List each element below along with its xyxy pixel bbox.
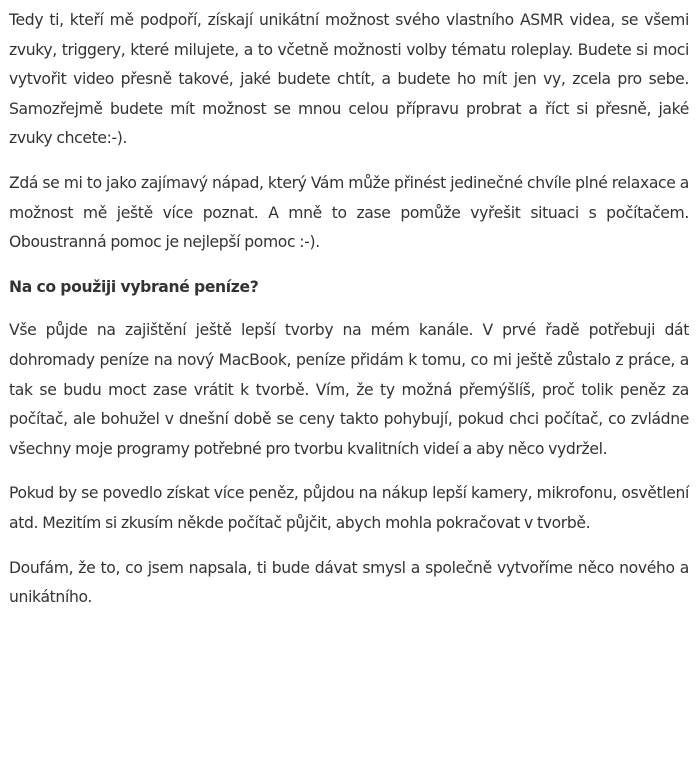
section-heading: Na co použiji vybrané peníze? (9, 277, 259, 296)
paragraph-rewards: Tedy ti, kteří mě podpoří, získají unikátní možnost svého vlastního ASMR videa, se všemi zvuky, triggery, které milujete, a to včetně možnosti volby tématu roleplay. Budete si moci vytvořit video přesně takové, jaké budete chtít, a budete ho mít jen vy, zcela pro sebe. Samozřejmě budete mít možnost se mnou celou přípravu probrat a říct si přesně, jaké zvuky chcete:-). (9, 11, 689, 148)
paragraph-funds-use: Vše půjde na zajištění ještě lepší tvorby na mém kanále. V prvé řadě potřebuji dát dohromady peníze na nový MacBook, peníze přidám k tomu, co mi ještě zůstalo z práce, a tak se budu moct zase vrátit k tvorbě. Vím, že ty možná přemýšlíš, proč tolik peněz za počítač, ale bohužel v dnešní době se ceny takto pohybují, pokud chci počítač, co zvládne všechny moje programy potřebné pro tvorbu kvalitních videí a aby něco vydržel. (9, 321, 689, 458)
paragraph-closing: Doufám, že to, co jsem napsala, ti bude dávat smysl a společně vytvoříme něco nového a unikátního. (9, 558, 689, 607)
paragraph-benefits: Zdá se mi to jako zajímavý nápad, který Vám může přinést jedinečné chvíle plné relaxace a možnost mě ještě více poznat. A mně to zase pomůže vyřešit situaci s počítačem. Oboustranná pomoc je nejlepší pomoc :-). (9, 173, 689, 252)
paragraph-extra-funds: Pokud by se povedlo získat více peněz, půjdou na nákup lepší kamery, mikrofonu, osvětlení atd. Mezitím si zkusím někde počítač půjčit, abych mohla pokračovat v tvorbě. (9, 484, 689, 532)
